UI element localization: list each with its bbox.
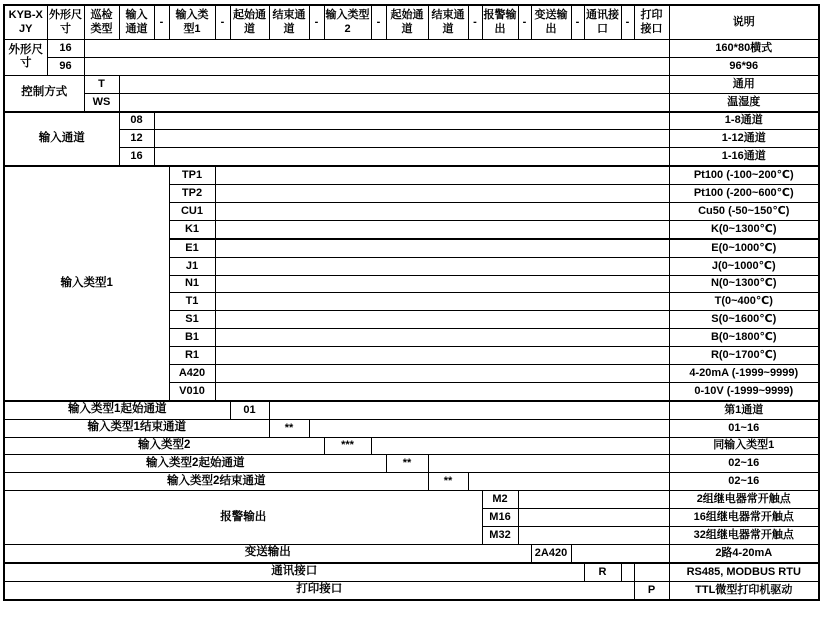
header-scan-type: 巡检类型 xyxy=(84,5,119,40)
option-code-cell: T1 xyxy=(169,293,215,311)
option-code-cell: S1 xyxy=(169,311,215,329)
option-code-cell: WS xyxy=(84,93,119,111)
empty-cell xyxy=(215,275,669,293)
header-row xyxy=(4,5,819,40)
header-input-type2: 输入类型2 xyxy=(324,5,371,40)
table-row xyxy=(4,130,819,148)
empty-cell xyxy=(215,257,669,275)
table-row xyxy=(4,563,819,581)
empty-cell xyxy=(518,491,669,509)
option-code-cell: *** xyxy=(324,437,371,455)
option-desc-cell: 2组继电器常开触点 xyxy=(669,491,819,509)
code-separator: - xyxy=(371,5,386,40)
empty-cell xyxy=(215,311,669,329)
option-code-cell: J1 xyxy=(169,257,215,275)
section-label-type2-start: 输入类型2起始通道 xyxy=(4,455,386,473)
empty-cell xyxy=(84,40,669,58)
option-code-cell: 2A420 xyxy=(531,544,571,562)
option-desc-cell: 0-10V (-1999~9999) xyxy=(669,382,819,400)
code-separator: - xyxy=(309,5,324,40)
option-desc-cell: 1-16通道 xyxy=(669,148,819,166)
option-code-cell: V010 xyxy=(169,382,215,400)
option-code-cell: TP2 xyxy=(169,185,215,203)
code-separator: - xyxy=(571,5,584,40)
empty-cell xyxy=(215,203,669,221)
option-desc-cell: 32组继电器常开触点 xyxy=(669,527,819,545)
option-desc-cell: B(0~1800℃) xyxy=(669,329,819,347)
option-code-cell: ** xyxy=(386,455,428,473)
empty-cell xyxy=(119,93,669,111)
header-model: KYB-XJY xyxy=(4,5,47,40)
option-code-cell: M32 xyxy=(482,527,518,545)
header-input-channels: 输入通道 xyxy=(119,5,154,40)
option-desc-cell: 2路4-20mA xyxy=(669,544,819,562)
option-desc-cell: 01~16 xyxy=(669,419,819,437)
header-start-channel1: 起始通道 xyxy=(230,5,269,40)
table-row xyxy=(4,437,819,455)
section-label-type2-end: 输入类型2结束通道 xyxy=(4,473,428,491)
option-desc-cell: 4-20mA (-1999~9999) xyxy=(669,365,819,383)
option-desc-cell: 160*80横式 xyxy=(669,40,819,58)
option-desc-cell: 温湿度 xyxy=(669,93,819,111)
option-desc-cell: Cu50 (-50~150℃) xyxy=(669,203,819,221)
option-desc-cell: 96*96 xyxy=(669,57,819,75)
empty-cell xyxy=(215,382,669,400)
empty-cell xyxy=(84,57,669,75)
option-code-cell: 01 xyxy=(230,401,269,419)
option-code-cell: A420 xyxy=(169,365,215,383)
header-comm-interface: 通讯接口 xyxy=(584,5,621,40)
option-desc-cell: TTL微型打印机驱动 xyxy=(669,581,819,599)
empty-cell xyxy=(215,239,669,257)
option-code-cell: R xyxy=(584,563,621,581)
option-code-cell: 12 xyxy=(119,130,154,148)
header-end-channel2: 结束通道 xyxy=(428,5,468,40)
model-selection-table xyxy=(3,4,820,601)
option-code-cell: M2 xyxy=(482,491,518,509)
option-desc-cell: RS485, MODBUS RTU xyxy=(669,563,819,581)
option-desc-cell: E(0~1000℃) xyxy=(669,239,819,257)
section-label-channels: 输入通道 xyxy=(4,112,119,167)
empty-cell xyxy=(269,401,669,419)
option-desc-cell: 02~16 xyxy=(669,473,819,491)
empty-cell xyxy=(428,455,669,473)
empty-cell xyxy=(154,148,669,166)
header-description: 说明 xyxy=(669,5,819,40)
table-row xyxy=(4,57,819,75)
empty-cell xyxy=(309,419,669,437)
option-desc-cell: 1-8通道 xyxy=(669,112,819,130)
section-label-type1: 输入类型1 xyxy=(4,166,169,401)
header-transmit-output: 变送输出 xyxy=(531,5,571,40)
option-desc-cell: 同输入类型1 xyxy=(669,437,819,455)
empty-cell xyxy=(215,293,669,311)
header-alarm-output: 报警输出 xyxy=(482,5,518,40)
option-code-cell: N1 xyxy=(169,275,215,293)
section-label-type1-end: 输入类型1结束通道 xyxy=(4,419,269,437)
option-code-cell: E1 xyxy=(169,239,215,257)
option-code-cell: 96 xyxy=(47,57,84,75)
option-desc-cell: K(0~1300℃) xyxy=(669,220,819,238)
code-separator: - xyxy=(154,5,169,40)
option-desc-cell: 02~16 xyxy=(669,455,819,473)
header-input-type1: 输入类型1 xyxy=(169,5,215,40)
header-start-channel2: 起始通道 xyxy=(386,5,428,40)
table-row xyxy=(4,40,819,58)
section-label-shape: 外形尺寸 xyxy=(4,40,47,76)
option-code-cell: ** xyxy=(269,419,309,437)
option-desc-cell: S(0~1600℃) xyxy=(669,311,819,329)
empty-cell xyxy=(215,365,669,383)
empty-cell xyxy=(621,563,634,581)
empty-cell xyxy=(468,473,669,491)
option-code-cell: 16 xyxy=(47,40,84,58)
option-code-cell: B1 xyxy=(169,329,215,347)
header-shape: 外形尺寸 xyxy=(47,5,84,40)
option-code-cell: ** xyxy=(428,473,468,491)
table-row xyxy=(4,544,819,562)
option-desc-cell: 通用 xyxy=(669,75,819,93)
code-separator: - xyxy=(215,5,230,40)
option-desc-cell: 第1通道 xyxy=(669,401,819,419)
table-row xyxy=(4,166,819,184)
header-end-channel1: 结束通道 xyxy=(269,5,309,40)
table-row xyxy=(4,581,819,599)
empty-cell xyxy=(518,509,669,527)
option-code-cell: CU1 xyxy=(169,203,215,221)
option-code-cell: 16 xyxy=(119,148,154,166)
option-code-cell: 08 xyxy=(119,112,154,130)
table-row xyxy=(4,455,819,473)
section-label-comm: 通讯接口 xyxy=(4,563,584,581)
empty-cell xyxy=(571,544,669,562)
section-label-print: 打印接口 xyxy=(4,581,634,599)
empty-cell xyxy=(371,437,669,455)
table-row xyxy=(4,112,819,130)
section-label-type2: 输入类型2 xyxy=(4,437,324,455)
empty-cell xyxy=(215,347,669,365)
empty-cell xyxy=(215,166,669,184)
table-row xyxy=(4,419,819,437)
empty-cell xyxy=(215,329,669,347)
empty-cell xyxy=(215,185,669,203)
option-code-cell: P xyxy=(634,581,669,599)
option-code-cell: K1 xyxy=(169,220,215,238)
section-label-type1-start: 输入类型1起始通道 xyxy=(4,401,230,419)
code-separator: - xyxy=(518,5,531,40)
option-code-cell: M16 xyxy=(482,509,518,527)
table-row xyxy=(4,491,819,509)
section-label-transmit: 变送输出 xyxy=(4,544,531,562)
table-row xyxy=(4,75,819,93)
option-desc-cell: Pt100 (-200~600℃) xyxy=(669,185,819,203)
table-row xyxy=(4,148,819,166)
option-code-cell: TP1 xyxy=(169,166,215,184)
section-label-alarm: 报警输出 xyxy=(4,491,482,545)
option-desc-cell: 1-12通道 xyxy=(669,130,819,148)
empty-cell xyxy=(634,563,669,581)
option-desc-cell: 16组继电器常开触点 xyxy=(669,509,819,527)
table-row xyxy=(4,473,819,491)
option-desc-cell: J(0~1000℃) xyxy=(669,257,819,275)
option-desc-cell: R(0~1700℃) xyxy=(669,347,819,365)
table-row xyxy=(4,93,819,111)
table-row xyxy=(4,401,819,419)
code-separator: - xyxy=(468,5,482,40)
option-desc-cell: Pt100 (-100~200℃) xyxy=(669,166,819,184)
header-print-interface: 打印接口 xyxy=(634,5,669,40)
empty-cell xyxy=(119,75,669,93)
option-desc-cell: T(0~400℃) xyxy=(669,293,819,311)
empty-cell xyxy=(215,220,669,238)
option-code-cell: R1 xyxy=(169,347,215,365)
empty-cell xyxy=(154,112,669,130)
section-label-control: 控制方式 xyxy=(4,75,84,111)
option-code-cell: T xyxy=(84,75,119,93)
empty-cell xyxy=(518,527,669,545)
option-desc-cell: N(0~1300℃) xyxy=(669,275,819,293)
empty-cell xyxy=(154,130,669,148)
code-separator: - xyxy=(621,5,634,40)
